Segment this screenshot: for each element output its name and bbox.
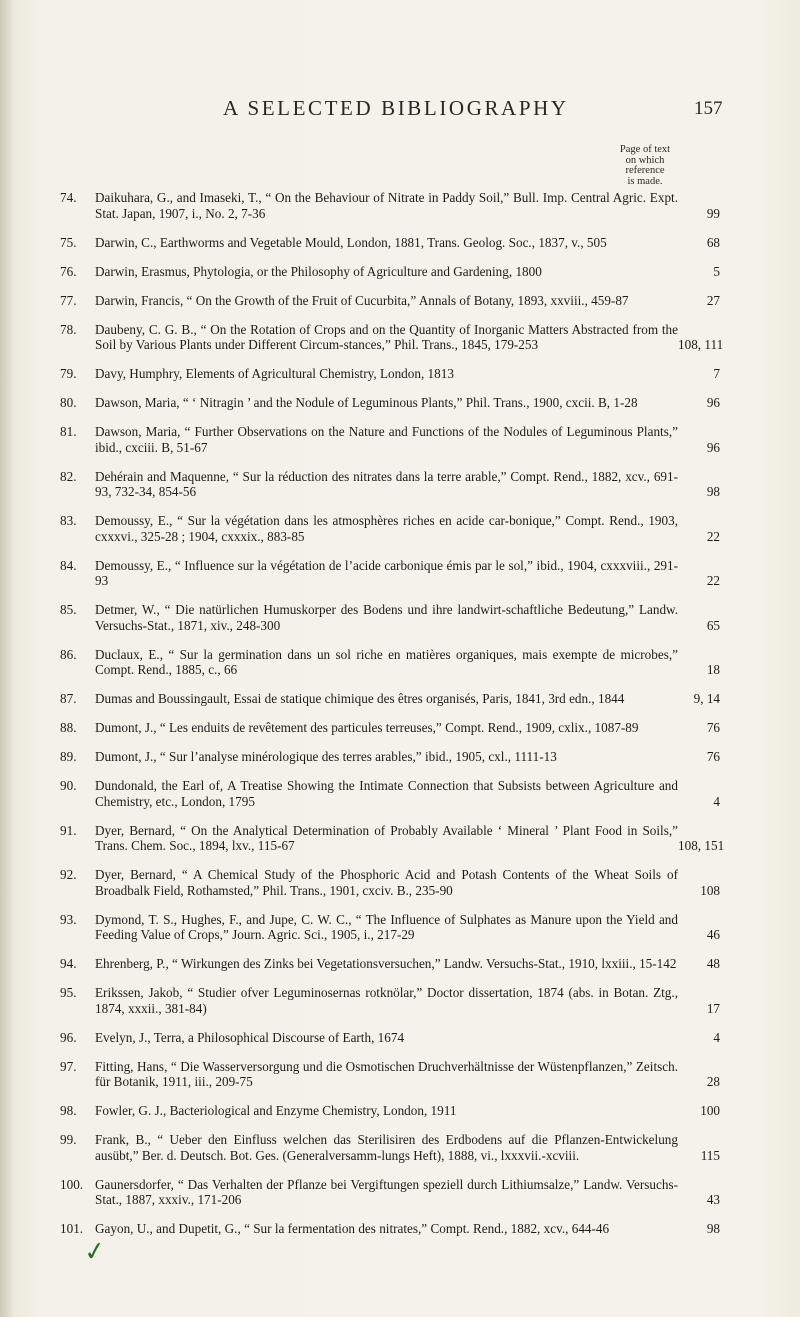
- entry-number: 78.: [60, 321, 77, 337]
- entry-page-reference: 65: [706, 617, 720, 633]
- entry-citation: Dawson, Maria, “ ‘ Nitragin ’ and the Nodule of Leguminous Plants,” Phil. Trans., 1900, cxcii. B, 1-28: [95, 395, 638, 410]
- bibliography-entry: [60, 691, 720, 707]
- bibliography-entry: [60, 513, 720, 544]
- reference-column-header: [596, 145, 694, 187]
- entry-page-reference: 100: [700, 1103, 720, 1118]
- entry-page-reference: 9, 14: [693, 691, 720, 706]
- entry-citation: Dumont, J., “ Sur l’analyse minérologique des terres arables,” ibid., 1905, cxl., 1111-13: [95, 749, 557, 764]
- entry-number: 82.: [60, 468, 77, 484]
- entry-page-reference: 96: [706, 439, 720, 455]
- bibliography-entry: [60, 424, 720, 455]
- bibliography-entry: [60, 235, 720, 251]
- page-number: 157: [694, 98, 723, 119]
- entry-page-reference: 28: [706, 1074, 720, 1089]
- bibliography-entry: [60, 190, 720, 221]
- bibliography-entry: [60, 867, 720, 898]
- entry-page-reference: 18: [706, 662, 720, 677]
- entry-citation: Demoussy, E., “ Influence sur la végétation de l’acide carbonique émis par le sol,” ibid., 1904, cxxxviii., 291-93: [95, 557, 678, 588]
- bibliography-entry: [60, 822, 725, 854]
- entry-number: 91.: [60, 822, 77, 838]
- entry-page-reference: 76: [706, 749, 720, 764]
- bibliography-entry: [60, 469, 720, 500]
- bibliography-entry: [60, 720, 720, 736]
- entry-page-reference: 43: [706, 1192, 720, 1207]
- entry-citation: Darwin, Francis, “ On the Growth of the Fruit of Cucurbita,” Annals of Botany, 1893, xxviii., 459-87: [95, 292, 629, 308]
- bibliography-entry: [60, 912, 720, 943]
- bibliography-entry: [60, 1177, 720, 1208]
- bibliography-list: [60, 190, 725, 1250]
- entry-citation: Frank, B., “ Ueber den Einfluss welchen das Sterilisiren des Erdbodens auf die Pflanzen-Entwickelung ausübt,” Ber. d. Deutsch. Bot. Ges. (Generalversamm-lungs Heft), 1888, vi., lxxxvii.-xcviii.: [95, 1132, 678, 1163]
- reference-column-header-line: is made.: [627, 175, 663, 187]
- entry-number: 74.: [60, 190, 77, 205]
- entry-citation: Fowler, G. J., Bacteriological and Enzyme Chemistry, London, 1911: [95, 1103, 457, 1118]
- entry-number: 93.: [60, 911, 77, 927]
- bibliography-entry: [60, 985, 720, 1016]
- entry-citation: Dymond, T. S., Hughes, F., and Jupe, C. W. C., “ The Influence of Sulphates as Manure upon the Yield and Feeding Value of Crops,” Journ. Agric. Sci., 1905, i., 217-29: [95, 911, 678, 942]
- entry-citation: Darwin, C., Earthworms and Vegetable Mould, London, 1881, Trans. Geolog. Soc., 1837, v., 505: [95, 234, 607, 250]
- entry-number: 98.: [60, 1103, 77, 1118]
- entry-number: 81.: [60, 424, 77, 439]
- entry-citation: Davy, Humphry, Elements of Agricultural Chemistry, London, 1813: [95, 366, 454, 381]
- entry-page-reference: 7: [713, 366, 720, 381]
- entry-page-reference: 48: [706, 956, 720, 971]
- entry-number: 89.: [60, 749, 77, 764]
- entry-page-reference: 108, 111: [678, 337, 724, 352]
- entry-page-reference: 68: [706, 234, 720, 250]
- entry-page-reference: 99: [706, 205, 720, 221]
- entry-citation: Daikuhara, G., and Imaseki, T., “ On the Behaviour of Nitrate in Paddy Soil,” Bull. Imp. Central Agric. Expt. Stat. Japan, 1907, i., No. 2, 7-36: [95, 190, 678, 221]
- entry-citation: Dehérain and Maquenne, “ Sur la réduction des nitrates dans la terre arable,” Compt. Rend., 1882, xcv., 691-93, 732-34, 854-56: [95, 468, 678, 499]
- reference-column-header-line: reference: [625, 165, 665, 176]
- bibliography-entry: [60, 366, 720, 382]
- bibliography-entry: [60, 558, 720, 589]
- running-title: A SELECTED BIBLIOGRAPHY: [223, 96, 569, 120]
- bibliography-entry: [60, 264, 720, 280]
- entry-citation: Demoussy, E., “ Sur la végétation dans les atmosphères riches en acide car-bonique,” Compt. Rend., 1903, cxxxvi., 325-28 ; 1904, cxxxix., 883-85: [95, 513, 678, 544]
- bibliography-entry: [60, 1103, 720, 1119]
- entry-page-reference: 115: [700, 1147, 720, 1163]
- bibliography-entry: [60, 749, 720, 765]
- bibliography-entry: [60, 602, 720, 633]
- entry-page-reference: 22: [706, 573, 720, 588]
- entry-citation: Duclaux, E., “ Sur la germination dans un sol riche en matières organiques, mais exempte de microbes,” Compt. Rend., 1885, c., 66: [95, 646, 678, 677]
- entry-number: 79.: [60, 366, 77, 381]
- entry-number: 92.: [60, 867, 77, 882]
- entry-page-reference: 46: [706, 927, 720, 942]
- entry-number: 87.: [60, 691, 77, 706]
- entry-page-reference: 98: [706, 1221, 720, 1236]
- entry-number: 75.: [60, 234, 77, 250]
- entry-page-reference: 4: [713, 793, 720, 809]
- entry-number: 85.: [60, 602, 77, 617]
- bibliography-entry: [60, 1030, 720, 1046]
- entry-number: 101.: [60, 1221, 84, 1236]
- bibliography-entry: [60, 956, 720, 972]
- pencil-check-mark: ✓: [82, 1235, 108, 1268]
- entry-citation: Dyer, Bernard, “ A Chemical Study of the Phosphoric Acid and Potash Contents of the Wheat Soils of Broadbalk Field, Rothamsted,” Phil. Trans., 1901, cxciv. B., 235-90: [95, 867, 678, 898]
- entry-number: 80.: [60, 395, 77, 410]
- entry-citation: Dumont, J., “ Les enduits de revêtement des particules terreuses,” Compt. Rend., 1909, cxlix., 1087-89: [95, 720, 639, 735]
- bibliography-entry: [60, 1132, 720, 1163]
- bibliography-entry: [60, 778, 720, 809]
- entry-citation: Gaunersdorfer, “ Das Verhalten der Pflanze bei Vergiftungen speziell durch Lithiumsalze,” Landw. Versuchs-Stat., 1887, xxxiv., 171-206: [95, 1176, 678, 1207]
- entry-number: 84.: [60, 557, 77, 573]
- entry-number: 76.: [60, 263, 77, 279]
- entry-citation: Darwin, Erasmus, Phytologia, or the Philosophy of Agriculture and Gardening, 1800: [95, 263, 542, 279]
- entry-number: 94.: [60, 956, 77, 971]
- entry-citation: Dumas and Boussingault, Essai de statique chimique des êtres organisés, Paris, 1841, 3rd edn., 1844: [95, 691, 625, 706]
- bibliography-entry: [60, 293, 720, 309]
- entry-page-reference: 5: [713, 263, 720, 279]
- entry-citation: Ehrenberg, P., “ Wirkungen des Zinks bei Vegetationsversuchen,” Landw. Versuchs-Stat., 1910, lxxiii., 15-142: [95, 956, 677, 971]
- entry-number: 99.: [60, 1132, 77, 1147]
- entry-number: 88.: [60, 720, 77, 735]
- entry-number: 83.: [60, 513, 77, 528]
- bibliography-entry: [60, 321, 724, 353]
- entry-page-reference: 76: [706, 720, 720, 735]
- entry-page-reference: 108, 151: [678, 838, 725, 853]
- bibliography-entry: [60, 1059, 720, 1090]
- entry-citation: Erikssen, Jakob, “ Studier ofver Leguminosernas rotknölar,” Doctor dissertation, 1874 (abs. in Botan. Ztg., 1874, xxxii., 381-84): [95, 985, 678, 1016]
- entry-number: 90.: [60, 778, 77, 793]
- bibliography-entry: [60, 647, 720, 678]
- entry-page-reference: 98: [706, 484, 720, 499]
- entry-citation: Daubeny, C. G. B., “ On the Rotation of Crops and on the Quantity of Inorganic Matters Abstracted from the Soil by Various Plants under Different Circum-stances,” Phil. Trans., 1845, 179-253: [95, 321, 678, 352]
- entry-page-reference: 17: [706, 1000, 720, 1016]
- entry-citation: Dundonald, the Earl of, A Treatise Showing the Intimate Connection that Subsists between Agriculture and Chemistry, etc., London, 1795: [95, 778, 678, 809]
- entry-citation: Fitting, Hans, “ Die Wasserversorgung und die Osmotischen Druchverhältnisse der Wüstenpflanzen,” Zeitsch. für Botanik, 1911, iii., 209-75: [95, 1058, 678, 1089]
- bibliography-entry: [60, 1221, 720, 1237]
- entry-number: 100.: [60, 1176, 84, 1192]
- entry-number: 96.: [60, 1029, 77, 1045]
- entry-page-reference: 4: [713, 1029, 720, 1045]
- entry-number: 97.: [60, 1058, 77, 1074]
- entry-citation: Detmer, W., “ Die natürlichen Humuskorper des Bodens und ihre landwirt-schaftliche Bedeutung,” Landw. Versuchs-Stat., 1871, xiv., 248-300: [95, 602, 678, 633]
- gutter-shadow: [0, 0, 14, 1317]
- entry-number: 77.: [60, 292, 77, 308]
- reference-column-header-line: on which: [625, 154, 665, 166]
- entry-page-reference: 27: [706, 292, 720, 308]
- entry-page-reference: 96: [706, 395, 720, 410]
- entry-number: 86.: [60, 646, 77, 662]
- entry-page-reference: 22: [706, 528, 720, 544]
- bibliography-entry: [60, 395, 720, 411]
- reference-column-header-line: Page of text: [619, 144, 671, 155]
- entry-citation: Dyer, Bernard, “ On the Analytical Determination of Probably Available ‘ Mineral ’ Plant Food in Soils,” Trans. Chem. Soc., 1894, lxv., 115-67: [95, 822, 678, 853]
- entry-page-reference: 108: [700, 882, 720, 898]
- entry-citation: Gayon, U., and Dupetit, G., “ Sur la fermentation des nitrates,” Compt. Rend., 1882, xcv., 644-46: [95, 1221, 610, 1236]
- entry-citation: Dawson, Maria, “ Further Observations on the Nature and Functions of the Nodules of Leguminous Plants,” ibid., cxciii. B, 51-67: [95, 424, 678, 455]
- entry-citation: Evelyn, J., Terra, a Philosophical Discourse of Earth, 1674: [95, 1029, 405, 1045]
- entry-number: 95.: [60, 985, 77, 1000]
